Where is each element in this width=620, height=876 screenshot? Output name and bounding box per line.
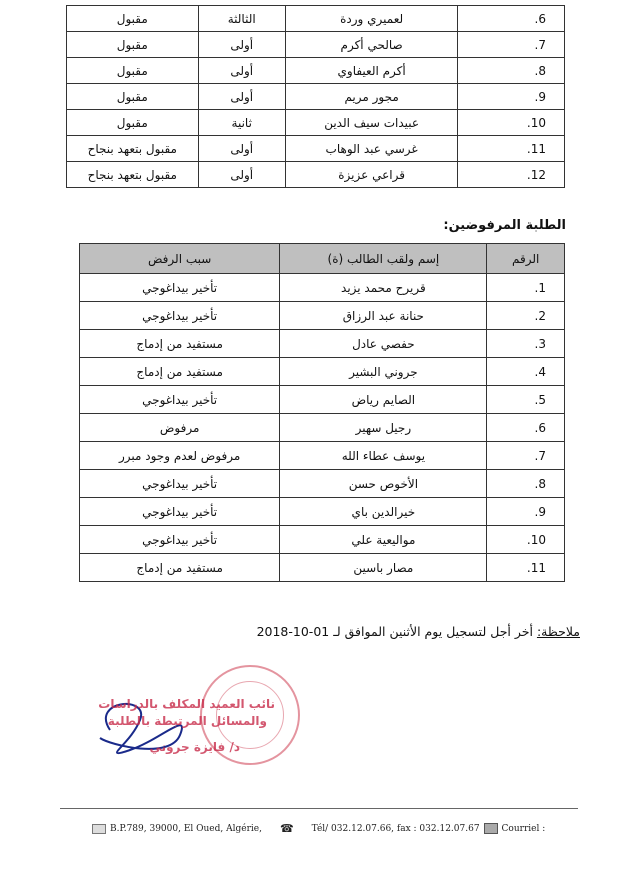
acceptance-status: مقبول bbox=[67, 110, 199, 136]
study-level: أولى bbox=[198, 32, 285, 58]
row-number: 10. bbox=[458, 110, 565, 136]
student-name: مصار باسين bbox=[280, 554, 487, 582]
student-name: رجيل سهير bbox=[280, 414, 487, 442]
row-number: 11. bbox=[458, 136, 565, 162]
table-row bbox=[67, 84, 565, 110]
study-level: أولى bbox=[198, 136, 285, 162]
rejection-reason: مستفيد من إدماج bbox=[80, 330, 280, 358]
row-number: 8. bbox=[458, 58, 565, 84]
table-row bbox=[80, 330, 565, 358]
student-name: جروني البشير bbox=[280, 358, 487, 386]
table-row bbox=[80, 302, 565, 330]
table-row bbox=[80, 470, 565, 498]
stamp-title-line-1: نائب العميد المكلف بالدراسات bbox=[98, 697, 275, 711]
table-row bbox=[80, 442, 565, 470]
accepted-table-body bbox=[67, 6, 565, 188]
row-number: 6. bbox=[458, 6, 565, 32]
rejection-reason: تأخير بيداغوجي bbox=[80, 386, 280, 414]
rejection-reason: تأخير بيداغوجي bbox=[80, 498, 280, 526]
student-name: يوسف عطاء الله bbox=[280, 442, 487, 470]
table-row bbox=[67, 58, 565, 84]
student-name: مجور مريم bbox=[285, 84, 458, 110]
student-name: الصايم رياض bbox=[280, 386, 487, 414]
rejection-reason: مرفوض bbox=[80, 414, 280, 442]
row-number: 11. bbox=[487, 554, 565, 582]
footer-divider bbox=[60, 808, 578, 809]
deadline-note bbox=[257, 624, 580, 639]
footer-phone-fax: Tél/ 032.12.07.66, fax : 032.12.07.67 bbox=[311, 823, 480, 834]
table-row bbox=[80, 386, 565, 414]
student-name: حنانة عبد الرزاق bbox=[280, 302, 487, 330]
student-name: عبيدات سيف الدين bbox=[285, 110, 458, 136]
acceptance-status: مقبول بتعهد بنجاح bbox=[67, 136, 199, 162]
study-level: أولى bbox=[198, 58, 285, 84]
row-number: 9. bbox=[458, 84, 565, 110]
rejection-reason: تأخير بيداغوجي bbox=[80, 274, 280, 302]
row-number: 4. bbox=[487, 358, 565, 386]
acceptance-status: مقبول bbox=[67, 32, 199, 58]
stamp-signatory: د/ فايزة جروني bbox=[149, 740, 240, 754]
note-text: أخر أجل لتسجيل يوم الأثنين الموافق لـ 01-10-2018 bbox=[256, 624, 537, 639]
row-number: 8. bbox=[487, 470, 565, 498]
student-name: خيرالدين باي bbox=[280, 498, 487, 526]
study-level: الثالثة bbox=[198, 6, 285, 32]
rejection-reason: مستفيد من إدماج bbox=[80, 554, 280, 582]
table-row bbox=[80, 498, 565, 526]
rejected-table-body bbox=[80, 274, 565, 582]
student-name: قريرح محمد يزيد bbox=[280, 274, 487, 302]
table-row bbox=[67, 136, 565, 162]
header-num: الرقم bbox=[487, 244, 565, 274]
rejection-reason: مرفوض لعدم وجود مبرر bbox=[80, 442, 280, 470]
rejection-reason: تأخير بيداغوجي bbox=[80, 302, 280, 330]
student-name: مواليعية علي bbox=[280, 526, 487, 554]
note-label: ملاحظة: bbox=[536, 624, 580, 639]
table-row bbox=[67, 6, 565, 32]
acceptance-status: مقبول بتعهد بنجاح bbox=[67, 162, 199, 188]
row-number: 12. bbox=[458, 162, 565, 188]
row-number: 2. bbox=[487, 302, 565, 330]
row-number: 1. bbox=[487, 274, 565, 302]
student-name: غرسي عبد الوهاب bbox=[285, 136, 458, 162]
table-row bbox=[67, 110, 565, 136]
footer-contact bbox=[88, 822, 545, 835]
rejected-section-title: الطلبة المرفوضين: bbox=[443, 218, 566, 233]
acceptance-status: مقبول bbox=[67, 6, 199, 32]
student-name: أكرم العيفاوي bbox=[285, 58, 458, 84]
table-row bbox=[80, 414, 565, 442]
row-number: 3. bbox=[487, 330, 565, 358]
student-name: قراعي عزيزة bbox=[285, 162, 458, 188]
student-name: حفصي عادل bbox=[280, 330, 487, 358]
study-level: ثانية bbox=[198, 110, 285, 136]
row-number: 10. bbox=[487, 526, 565, 554]
acceptance-status: مقبول bbox=[67, 58, 199, 84]
rejection-reason: تأخير بيداغوجي bbox=[80, 470, 280, 498]
phone-icon: ☎ bbox=[279, 822, 294, 835]
student-name: الأخوص حسن bbox=[280, 470, 487, 498]
table-row bbox=[80, 274, 565, 302]
footer-email-label: Courriel : bbox=[501, 823, 546, 834]
footer-address: B.P.789, 39000, El Oued, Algérie, bbox=[110, 823, 262, 834]
row-number: 6. bbox=[487, 414, 565, 442]
rejected-students-table bbox=[79, 243, 565, 582]
row-number: 7. bbox=[458, 32, 565, 58]
student-name: صالحي أكرم bbox=[285, 32, 458, 58]
envelope-icon bbox=[92, 824, 106, 834]
student-name: لعميري وردة bbox=[285, 6, 458, 32]
row-number: 9. bbox=[487, 498, 565, 526]
stamp-title-line-2: والمسائل المرتبطة بالطلبة bbox=[107, 714, 267, 728]
table-row bbox=[67, 162, 565, 188]
acceptance-status: مقبول bbox=[67, 84, 199, 110]
row-number: 7. bbox=[487, 442, 565, 470]
header-reason: سبب الرفض bbox=[80, 244, 280, 274]
table-row bbox=[67, 32, 565, 58]
header-name: إسم ولقب الطالب (ة) bbox=[280, 244, 487, 274]
fax-icon bbox=[484, 823, 498, 834]
table-row bbox=[80, 526, 565, 554]
table-row bbox=[80, 358, 565, 386]
accepted-students-table bbox=[66, 5, 565, 188]
table-header-row bbox=[80, 244, 565, 274]
study-level: أولى bbox=[198, 162, 285, 188]
rejection-reason: مستفيد من إدماج bbox=[80, 358, 280, 386]
table-row bbox=[80, 554, 565, 582]
row-number: 5. bbox=[487, 386, 565, 414]
rejected-table-header bbox=[80, 244, 565, 274]
rejection-reason: تأخير بيداغوجي bbox=[80, 526, 280, 554]
study-level: أولى bbox=[198, 84, 285, 110]
